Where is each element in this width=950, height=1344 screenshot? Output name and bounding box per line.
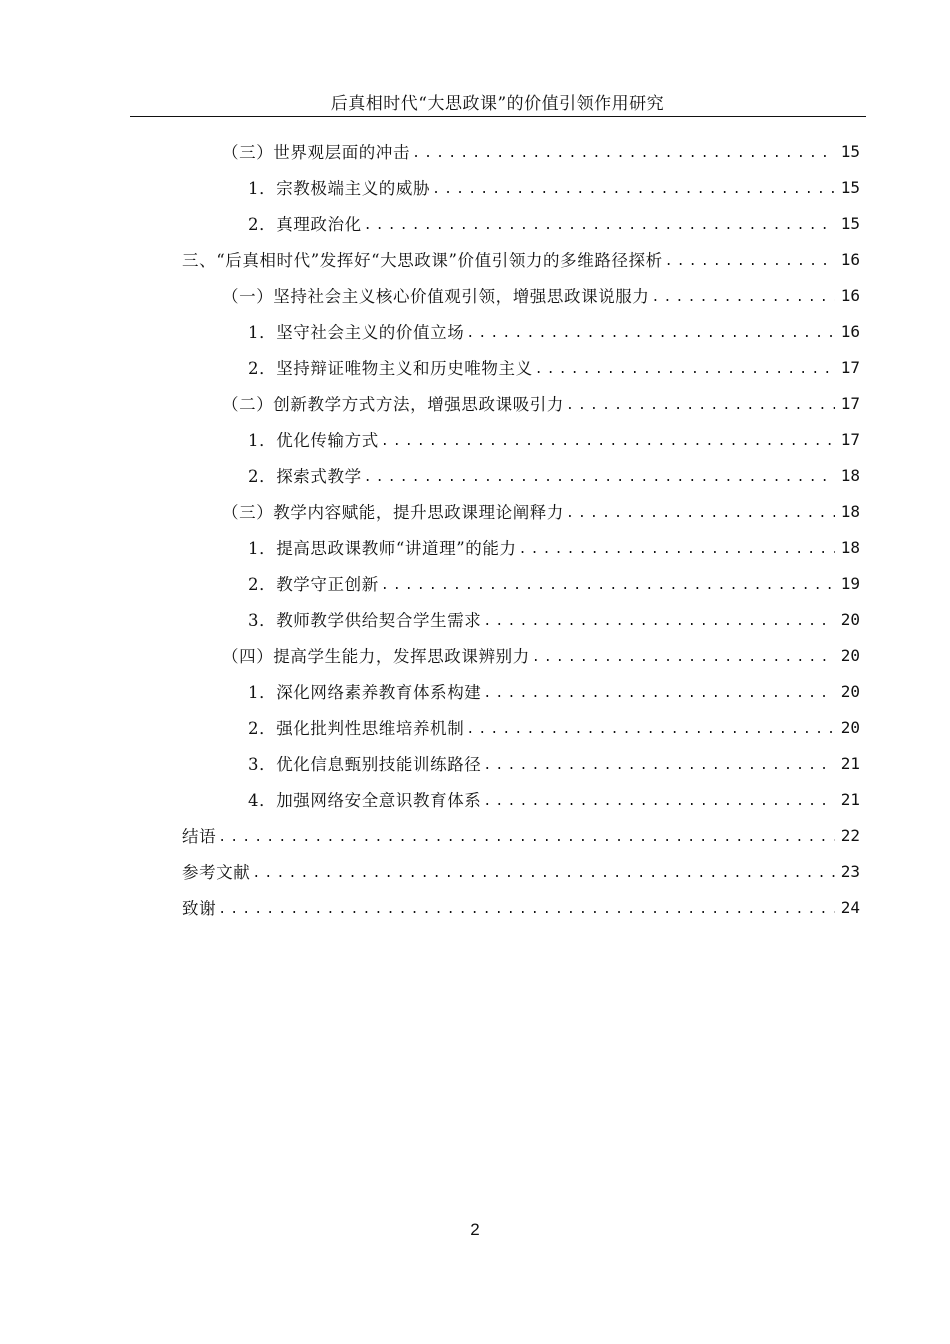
toc-dot-leader	[519, 542, 835, 557]
toc-entry-label: （四）提高学生能力，发挥思政课辨别力	[222, 647, 530, 666]
toc-entry-label: 2．强化批判性思维培养机制	[248, 719, 465, 738]
toc-entry[interactable]	[248, 349, 860, 385]
toc-entry-page: 17	[840, 357, 860, 377]
toc-dot-leader	[483, 758, 834, 773]
toc-entry-label: 致谢	[182, 899, 217, 918]
toc-entry-page: 19	[840, 573, 860, 593]
toc-entry[interactable]	[248, 421, 860, 457]
toc-entry-page: 21	[840, 753, 860, 773]
toc-dot-leader	[535, 362, 835, 377]
header-divider	[130, 116, 866, 117]
toc-entry-page: 20	[840, 609, 860, 629]
toc-entry-page: 17	[840, 393, 860, 413]
toc-entry-page: 22	[840, 825, 860, 845]
toc-entry-label: 3．教师教学供给契合学生需求	[248, 611, 482, 630]
toc-entry[interactable]	[248, 205, 860, 241]
page-number: 2	[470, 1220, 480, 1239]
toc-entry[interactable]	[182, 889, 860, 925]
toc-entry-label: （二）创新教学方式方法，增强思政课吸引力	[222, 395, 564, 414]
toc-entry-label: 1．提高思政课教师“讲道理”的能力	[248, 539, 517, 558]
toc-dot-leader	[412, 146, 835, 161]
toc-entry[interactable]	[248, 565, 860, 601]
toc-entry-label: 结语	[182, 827, 217, 846]
toc-dot-leader	[432, 182, 835, 197]
toc-entry-page: 18	[840, 465, 860, 485]
toc-entry[interactable]	[248, 169, 860, 205]
toc-entry-label: 2．探索式教学	[248, 467, 362, 486]
toc-dot-leader	[665, 254, 835, 269]
toc-entry[interactable]	[182, 817, 860, 853]
toc-dot-leader	[466, 326, 834, 341]
toc-dot-leader	[218, 830, 835, 845]
toc-dot-leader	[466, 722, 834, 737]
toc-entry[interactable]	[248, 673, 860, 709]
toc-dot-leader	[483, 614, 834, 629]
toc-entry[interactable]	[182, 853, 860, 889]
toc-entry-page: 15	[840, 213, 860, 233]
toc-entry-page: 21	[840, 789, 860, 809]
toc-entry-page: 15	[840, 141, 860, 161]
toc-entry-label: 1．坚守社会主义的价值立场	[248, 323, 465, 342]
toc-entry[interactable]	[222, 133, 860, 169]
toc-entry-label: 2．真理政治化	[248, 215, 362, 234]
toc-entry[interactable]	[222, 637, 860, 673]
toc-entry-label: 2．教学守正创新	[248, 575, 379, 594]
toc-entry-label: 1．优化传输方式	[248, 431, 379, 450]
toc-entry-label: 参考文献	[182, 863, 251, 882]
toc-entry-page: 16	[840, 249, 860, 269]
toc-entry-page: 18	[840, 501, 860, 521]
toc-entry[interactable]	[182, 241, 860, 277]
toc-dot-leader	[364, 470, 835, 485]
toc-entry-label: 4．加强网络安全意识教育体系	[248, 791, 482, 810]
toc-entry[interactable]	[248, 781, 860, 817]
toc-dot-leader	[364, 218, 835, 233]
toc-dot-leader	[381, 434, 835, 449]
toc-dot-leader	[381, 578, 835, 593]
toc-entry-label: （三）世界观层面的冲击	[222, 143, 411, 162]
toc-entry-label: 1．深化网络素养教育体系构建	[248, 683, 482, 702]
toc-entry-label: （一）坚持社会主义核心价值观引领，增强思政课说服力	[222, 287, 650, 306]
toc-entry-page: 16	[840, 285, 860, 305]
toc-entry-page: 15	[840, 177, 860, 197]
toc-entry[interactable]	[222, 385, 860, 421]
toc-dot-leader	[483, 686, 834, 701]
toc-entry-page: 18	[840, 537, 860, 557]
toc-dot-leader	[218, 902, 835, 917]
toc-entry[interactable]	[248, 709, 860, 745]
toc-entry-page: 24	[840, 897, 860, 917]
toc-entry[interactable]	[248, 601, 860, 637]
toc-entry[interactable]	[248, 529, 860, 565]
toc-entry-label: 三、“后真相时代”发挥好“大思政课”价值引领力的多维路径探析	[182, 251, 663, 270]
toc-entry-label: 3．优化信息甄别技能训练路径	[248, 755, 482, 774]
toc-entry[interactable]	[248, 313, 860, 349]
toc-entry-page: 20	[840, 681, 860, 701]
toc-entry-label: 1．宗教极端主义的威胁	[248, 179, 431, 198]
toc-dot-leader	[532, 650, 835, 665]
toc-dot-leader	[252, 866, 834, 881]
toc-entry[interactable]	[222, 493, 860, 529]
running-header-title: 后真相时代“大思政课”的价值引领作用研究	[330, 94, 665, 114]
toc-dot-leader	[483, 794, 834, 809]
toc-entry-label: 2．坚持辩证唯物主义和历史唯物主义	[248, 359, 533, 378]
toc-entry-page: 16	[840, 321, 860, 341]
toc-entry[interactable]	[222, 277, 860, 313]
toc-entry[interactable]	[248, 745, 860, 781]
toc-entry-page: 20	[840, 717, 860, 737]
toc-dot-leader	[566, 506, 835, 521]
toc-dot-leader	[566, 398, 835, 413]
toc-entry-page: 20	[840, 645, 860, 665]
toc-entry-label: （三）教学内容赋能，提升思政课理论阐释力	[222, 503, 564, 522]
toc-entry[interactable]	[248, 457, 860, 493]
toc-dot-leader	[652, 290, 835, 305]
toc-entry-page: 17	[840, 429, 860, 449]
toc-entry-page: 23	[840, 861, 860, 881]
